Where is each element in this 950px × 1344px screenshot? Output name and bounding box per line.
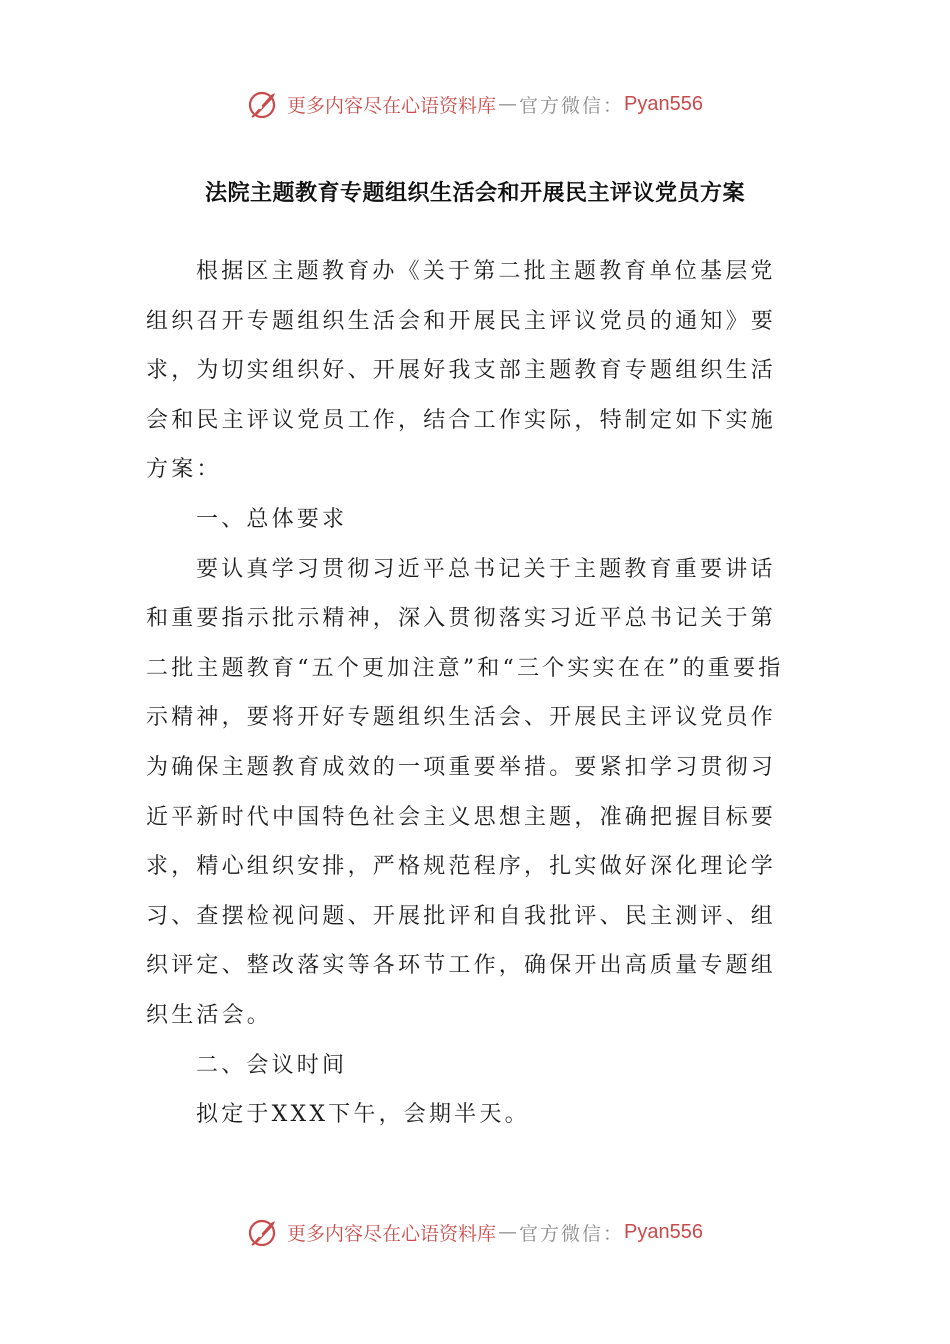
watermark-dash: — [498,1221,518,1243]
pen-circle-logo-icon [247,1215,281,1249]
watermark-brand: 更多内容尽在心语资料库 [287,94,497,117]
watermark-label: 官方微信： [519,94,625,117]
pen-circle-logo-icon [247,87,281,121]
section-heading-1: 一、总体要求 [196,506,348,532]
watermark-wechat-id: Pyan556 [624,1220,703,1243]
watermark-dash: — [498,93,518,115]
document-title: 法院主题教育专题组织生活会和开展民主评议党员方案 [204,181,745,206]
watermark-footer [0,1212,950,1252]
paragraph-meeting-time: 拟定于XXX下午，会期半天。 [196,1102,530,1128]
section-heading-2: 二、会议时间 [196,1052,348,1078]
document-body [146,247,786,1140]
paragraph-intro: 根据区主题教育办《关于第二批主题教育单位基层党组织召开专题组织生活会和开展民主评议党员的通知》要求，为切实组织好、开展好我支部主题教育专题组织生活会和民主评议党员工作，结合工作实际，特制定如下实施方案： [146,259,777,483]
watermark-brand: 更多内容尽在心语资料库 [287,1222,497,1245]
watermark-wechat-id: Pyan556 [624,92,703,115]
paragraph-requirements: 要认真学习贯彻习近平总书记关于主题教育重要讲话和重要指示批示精神，深入贯彻落实习近平总书记关于第二批主题教育“五个更加注意”和“三个实实在在”的重要指示精神，要将开好专题组织生活会、开展民主评议党员作为确保主题教育成效的一项重要举措。要紧扣学习贯彻习近平新时代中国特色社会主义思想主题，准确把握目标要求，精心组织安排，严格规范程序，扎实做好深化理论学习、查摆检视问题、开展批评和自我批评、民主测评、组织评定、整改落实等各环节工作，确保开出高质量专题组织生活会。 [146,556,784,1028]
watermark-label: 官方微信： [519,1222,625,1245]
watermark-header [0,84,950,124]
